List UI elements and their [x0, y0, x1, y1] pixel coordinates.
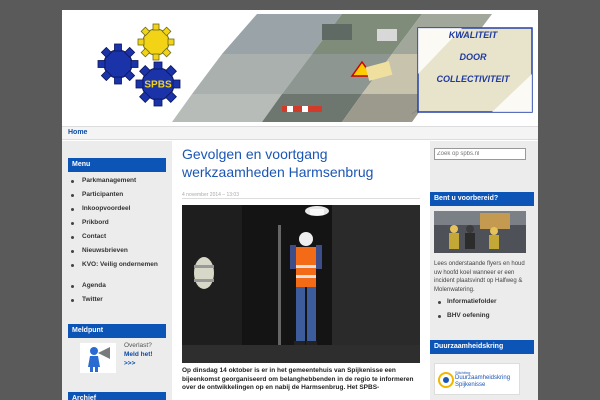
ready-links — [438, 298, 534, 326]
menu-item-label: Twitter — [82, 296, 103, 303]
slogan-line-1: KWALITEIT — [448, 30, 498, 40]
main-nav — [62, 126, 538, 140]
logo-text: SPBS — [144, 79, 172, 91]
link-informatiefolder[interactable] — [438, 298, 534, 312]
bullet-icon — [71, 236, 74, 239]
megaphone-person-icon — [80, 343, 116, 373]
bullet-icon — [438, 315, 441, 318]
menu-item-label: Participanten — [82, 191, 124, 198]
post-divider — [182, 198, 420, 199]
site-header — [62, 10, 538, 124]
search-input[interactable] — [434, 148, 526, 160]
meldpunt-text — [124, 341, 153, 368]
ready-text: Lees onderstaande flyers en houd uw hoofd koel wanneer er een incident plaatsvindt op Halfweg & Molenwatering. — [434, 261, 525, 293]
bullet-icon — [71, 285, 74, 288]
duurzaam-title: Duurzaamheidskring — [430, 340, 534, 354]
post-title[interactable]: Gevolgen en voortgang werkzaamheden Harmsenbrug — [182, 146, 374, 180]
left-sidebar — [62, 141, 172, 400]
emergency-photo — [434, 211, 526, 253]
menu-item-twitter[interactable] — [70, 296, 168, 310]
bullet-icon — [71, 208, 74, 211]
bullet-icon — [71, 180, 74, 183]
right-sidebar — [430, 141, 538, 400]
nav-home-link[interactable]: Home — [68, 129, 88, 136]
menu-item-parkmanagement[interactable] — [70, 177, 168, 191]
menu-list — [70, 177, 168, 310]
spbs-logo-image — [92, 20, 192, 112]
post-date: 4 november 2014 – 13:03 — [182, 192, 239, 198]
meldpunt-link[interactable]: Meld het! — [124, 351, 153, 358]
menu-item-label: Parkmanagement — [82, 177, 137, 184]
page-container — [62, 10, 538, 400]
meldpunt-arrows[interactable]: >>> — [124, 360, 136, 367]
menu-item-prikbord[interactable] — [70, 219, 168, 233]
menu-item-inkoopvoordeel[interactable] — [70, 205, 168, 219]
meldpunt-line: Overlast? — [124, 342, 152, 349]
menu-item-label: Inkoopvoordeel — [82, 205, 131, 212]
menu-item-label: KVO: Veilig ondernemen — [82, 261, 158, 268]
bullet-icon — [71, 194, 74, 197]
menu-item-label: Prikbord — [82, 219, 109, 226]
menu-item-agenda[interactable] — [70, 282, 168, 296]
menu-title: Menu — [68, 158, 166, 172]
slogan-line-3: COLLECTIVITEIT — [436, 74, 510, 84]
menu-item-nieuwsbrieven[interactable] — [70, 247, 168, 261]
bullet-icon — [71, 264, 74, 267]
link-label: Informatiefolder — [447, 298, 497, 305]
menu-item-label: Agenda — [82, 282, 106, 289]
link-bhv-oefening[interactable] — [438, 312, 534, 326]
menu-item-label: Contact — [82, 233, 107, 240]
bullet-icon — [71, 222, 74, 225]
ready-title: Bent u voorbereid? — [430, 192, 534, 206]
bullet-icon — [71, 299, 74, 302]
duurzaam-logo-line1: Duurzaamheidskring — [455, 375, 511, 381]
bullet-icon — [438, 301, 441, 304]
post-photo — [182, 205, 420, 363]
post-body — [182, 367, 420, 393]
archief-title: Archief — [68, 392, 166, 400]
bullet-icon — [71, 250, 74, 253]
duurzaamheidskring-logo[interactable] — [434, 363, 520, 395]
main-content — [176, 141, 426, 400]
menu-item-kvo[interactable] — [70, 261, 168, 282]
menu-item-participanten[interactable] — [70, 191, 168, 205]
menu-item-label: Nieuwsbrieven — [82, 247, 128, 254]
menu-item-contact[interactable] — [70, 233, 168, 247]
post-body-text: Op dinsdag 14 oktober is er in het gemeentehuis van Spijkenisse een bijeenkomst georganiseerd om belanghebbenden in de regio te informeren over de ontwikkelingen op en nabij de Harmsenbrug. Het SPBS- — [182, 367, 414, 391]
slogan — [418, 28, 528, 104]
duurzaam-logo-line2: Spijkenisse — [455, 382, 486, 388]
duurzaam-logo-small: Stichting — [455, 370, 471, 375]
slogan-line-2: DOOR — [459, 52, 487, 62]
meldpunt-title: Meldpunt — [68, 324, 166, 338]
link-label: BHV oefening — [447, 312, 490, 319]
duurzaam-logo-icon — [438, 369, 454, 391]
meldpunt-card — [70, 341, 168, 377]
